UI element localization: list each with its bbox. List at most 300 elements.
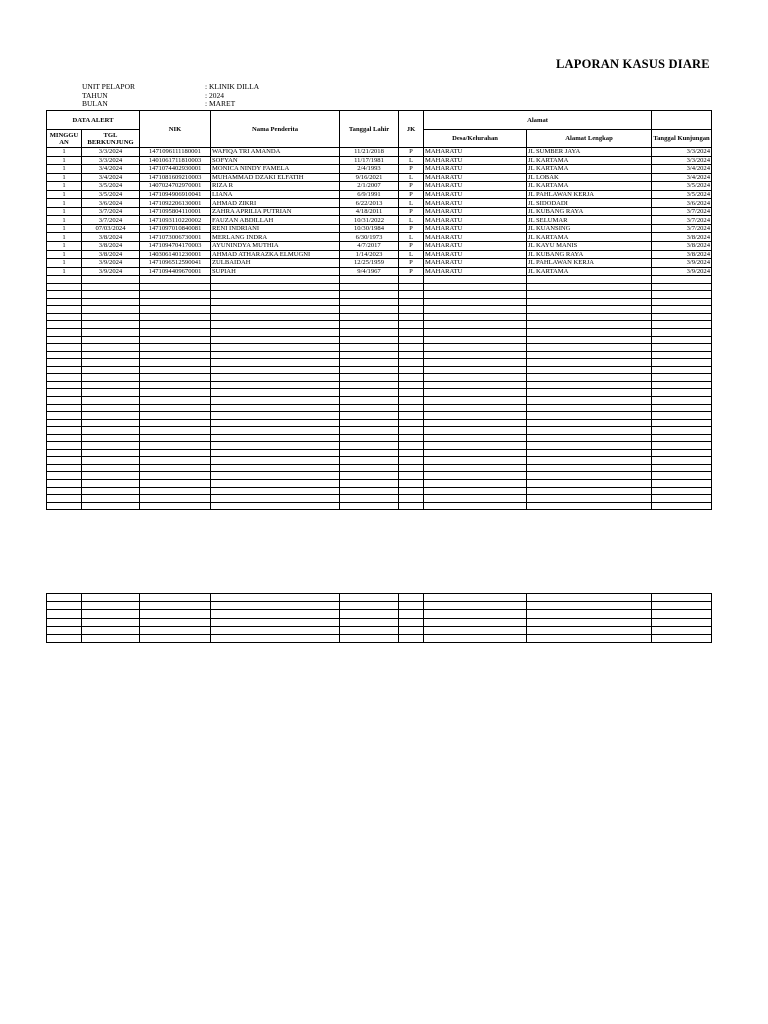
empty-cell <box>527 472 652 480</box>
empty-cell <box>211 298 340 306</box>
table-row <box>47 216 712 225</box>
empty-cell <box>424 306 527 314</box>
cell-tgl-berkunjung: 3/9/2024 <box>82 267 140 276</box>
empty-cell <box>211 449 340 457</box>
empty-cell <box>340 434 399 442</box>
empty-cell <box>82 495 140 503</box>
cell-nik: 1471094704170003 <box>140 242 211 251</box>
cell-alamat-lengkap: JL KARTAMA <box>527 165 652 174</box>
case-rows <box>47 148 712 510</box>
empty-cell <box>652 487 712 495</box>
cell-alamat-lengkap: JL KUBANG RAYA <box>527 207 652 216</box>
empty-cell <box>527 404 652 412</box>
empty-cell <box>652 610 712 618</box>
empty-cell <box>652 449 712 457</box>
cell-tanggal-kunjungan: 3/5/2024 <box>652 182 712 191</box>
cell-nik: 1471073006730001 <box>140 233 211 242</box>
empty-cell <box>340 449 399 457</box>
cell-tgl-berkunjung: 3/8/2024 <box>82 242 140 251</box>
cell-desa: MAHARATU <box>424 190 527 199</box>
cell-desa: MAHARATU <box>424 216 527 225</box>
empty-cell <box>527 329 652 337</box>
empty-cell <box>399 427 424 435</box>
empty-row <box>47 291 712 299</box>
table-row <box>47 224 712 233</box>
empty-cell <box>211 487 340 495</box>
empty-cell <box>47 487 82 495</box>
empty-row <box>47 634 712 642</box>
empty-cell <box>527 389 652 397</box>
cell-jk: L <box>399 173 424 182</box>
header-minggu: MINGGUAN <box>47 130 82 148</box>
empty-cell <box>340 442 399 450</box>
empty-cell <box>47 276 82 284</box>
empty-cell <box>527 479 652 487</box>
table-row <box>47 267 712 276</box>
empty-cell <box>424 626 527 634</box>
empty-cell <box>652 404 712 412</box>
empty-cell <box>399 442 424 450</box>
empty-cell <box>211 412 340 420</box>
empty-cell <box>82 442 140 450</box>
cell-alamat-lengkap: JL SIDODADI <box>527 199 652 208</box>
empty-cell <box>140 276 211 284</box>
cell-minggu: 1 <box>47 242 82 251</box>
table-row <box>47 182 712 191</box>
empty-row <box>47 283 712 291</box>
empty-cell <box>340 396 399 404</box>
empty-cell <box>140 442 211 450</box>
cell-nama: MERLANG INDRA <box>211 233 340 242</box>
case-report-table <box>46 110 712 510</box>
cell-minggu: 1 <box>47 259 82 268</box>
empty-cell <box>424 487 527 495</box>
empty-row <box>47 427 712 435</box>
empty-cell <box>652 329 712 337</box>
cell-nama: LIANA <box>211 190 340 199</box>
cell-desa: MAHARATU <box>424 165 527 174</box>
cell-jk: P <box>399 242 424 251</box>
empty-cell <box>652 298 712 306</box>
empty-cell <box>399 610 424 618</box>
empty-cell <box>82 472 140 480</box>
empty-cell <box>399 626 424 634</box>
empty-cell <box>47 626 82 634</box>
empty-cell <box>399 306 424 314</box>
empty-cell <box>652 502 712 510</box>
empty-row <box>47 412 712 420</box>
empty-cell <box>340 479 399 487</box>
empty-cell <box>47 344 82 352</box>
empty-row <box>47 306 712 314</box>
empty-cell <box>82 321 140 329</box>
empty-cell <box>340 366 399 374</box>
empty-cell <box>399 419 424 427</box>
cell-minggu: 1 <box>47 165 82 174</box>
cell-jk: P <box>399 259 424 268</box>
empty-cell <box>652 412 712 420</box>
cell-jk: P <box>399 267 424 276</box>
empty-cell <box>47 389 82 397</box>
empty-cell <box>140 351 211 359</box>
empty-cell <box>340 594 399 602</box>
empty-cell <box>211 610 340 618</box>
empty-cell <box>47 306 82 314</box>
empty-cell <box>47 502 82 510</box>
empty-cell <box>652 472 712 480</box>
empty-cell <box>527 396 652 404</box>
empty-cell <box>82 457 140 465</box>
empty-row <box>47 359 712 367</box>
empty-cell <box>424 359 527 367</box>
empty-cell <box>82 419 140 427</box>
cell-tanggal-lahir: 11/17/1981 <box>340 156 399 165</box>
empty-cell <box>211 404 340 412</box>
cell-tanggal-kunjungan: 3/7/2024 <box>652 207 712 216</box>
empty-cell <box>140 359 211 367</box>
cell-tgl-berkunjung: 3/4/2024 <box>82 165 140 174</box>
empty-cell <box>424 412 527 420</box>
cell-alamat-lengkap: JL PAHLAWAN KERJA <box>527 259 652 268</box>
empty-cell <box>47 472 82 480</box>
cell-nik: 1471095804110001 <box>140 207 211 216</box>
empty-cell <box>140 479 211 487</box>
cell-alamat-lengkap: JL KARTAMA <box>527 156 652 165</box>
empty-cell <box>399 366 424 374</box>
empty-cell <box>527 442 652 450</box>
empty-cell <box>47 610 82 618</box>
empty-cell <box>211 602 340 610</box>
empty-cell <box>399 321 424 329</box>
empty-cell <box>140 634 211 642</box>
empty-cell <box>140 594 211 602</box>
cell-alamat-lengkap: JL SUMBER JAYA <box>527 148 652 157</box>
cell-nama: SUPIAH <box>211 267 340 276</box>
table-row <box>47 199 712 208</box>
table-row <box>47 250 712 259</box>
cell-tanggal-lahir: 9/16/2021 <box>340 173 399 182</box>
empty-cell <box>424 502 527 510</box>
empty-cell <box>527 634 652 642</box>
empty-cell <box>211 434 340 442</box>
empty-cell <box>82 434 140 442</box>
cell-nama: AYUNINDYA MUTHIA <box>211 242 340 251</box>
cell-minggu: 1 <box>47 156 82 165</box>
empty-cell <box>424 283 527 291</box>
empty-cell <box>211 306 340 314</box>
cell-jk: L <box>399 199 424 208</box>
cell-nik: 1471093110220002 <box>140 216 211 225</box>
empty-cell <box>82 381 140 389</box>
cell-nik: 1403061401230001 <box>140 250 211 259</box>
empty-cell <box>340 457 399 465</box>
empty-cell <box>527 351 652 359</box>
empty-cell <box>340 291 399 299</box>
empty-cell <box>211 396 340 404</box>
header-alamat-lengkap: Alamat Lengkap <box>527 130 652 148</box>
empty-cell <box>47 381 82 389</box>
empty-cell <box>140 283 211 291</box>
empty-cell <box>340 602 399 610</box>
empty-row <box>47 457 712 465</box>
header-tanggal-kunjungan: Tanggal Kunjungan <box>652 130 712 148</box>
empty-cell <box>527 457 652 465</box>
table-row <box>47 242 712 251</box>
empty-cell <box>340 329 399 337</box>
empty-cell <box>527 291 652 299</box>
cell-jk: L <box>399 156 424 165</box>
table-row <box>47 259 712 268</box>
empty-cell <box>652 479 712 487</box>
empty-cell <box>527 626 652 634</box>
empty-cell <box>140 374 211 382</box>
empty-cell <box>140 626 211 634</box>
empty-row <box>47 602 712 610</box>
cell-nik: 1471074402930001 <box>140 165 211 174</box>
empty-cell <box>399 634 424 642</box>
empty-cell <box>652 396 712 404</box>
empty-cell <box>82 427 140 435</box>
empty-cell <box>340 313 399 321</box>
empty-cell <box>140 427 211 435</box>
empty-cell <box>140 381 211 389</box>
empty-row <box>47 610 712 618</box>
empty-row <box>47 321 712 329</box>
empty-row <box>47 495 712 503</box>
empty-cell <box>424 374 527 382</box>
cell-nik: 1471096512590041 <box>140 259 211 268</box>
empty-cell <box>82 306 140 314</box>
empty-cell <box>140 412 211 420</box>
empty-cell <box>211 479 340 487</box>
empty-cell <box>340 502 399 510</box>
cell-nama: SOFYAN <box>211 156 340 165</box>
secondary-blank-table <box>46 593 712 643</box>
cell-nama: ZULBAIDAH <box>211 259 340 268</box>
table-row <box>47 156 712 165</box>
empty-cell <box>399 329 424 337</box>
empty-cell <box>652 495 712 503</box>
empty-cell <box>652 344 712 352</box>
cell-nama: RIZA R <box>211 182 340 191</box>
empty-cell <box>340 472 399 480</box>
empty-cell <box>140 321 211 329</box>
empty-cell <box>424 594 527 602</box>
header-nama-penderita: Nama Penderita <box>211 111 340 148</box>
empty-row <box>47 336 712 344</box>
empty-cell <box>82 594 140 602</box>
empty-cell <box>340 464 399 472</box>
empty-cell <box>399 313 424 321</box>
meta-label: UNIT PELAPOR <box>82 82 135 91</box>
cell-tgl-berkunjung: 3/9/2024 <box>82 259 140 268</box>
empty-cell <box>424 472 527 480</box>
cell-alamat-lengkap: JL KARTAMA <box>527 233 652 242</box>
empty-cell <box>340 389 399 397</box>
cell-tanggal-kunjungan: 3/7/2024 <box>652 216 712 225</box>
empty-cell <box>47 404 82 412</box>
empty-row <box>47 442 712 450</box>
empty-cell <box>399 412 424 420</box>
empty-cell <box>140 366 211 374</box>
cell-tanggal-kunjungan: 3/8/2024 <box>652 242 712 251</box>
empty-cell <box>82 336 140 344</box>
empty-cell <box>399 602 424 610</box>
cell-nama: AHMAD ZIKRI <box>211 199 340 208</box>
empty-row <box>47 351 712 359</box>
empty-cell <box>527 374 652 382</box>
cell-nik: 1407024702970001 <box>140 182 211 191</box>
empty-cell <box>211 634 340 642</box>
empty-cell <box>652 321 712 329</box>
empty-cell <box>652 594 712 602</box>
empty-cell <box>211 366 340 374</box>
cell-nik: 1471094906910041 <box>140 190 211 199</box>
cell-nik: 1471092206130001 <box>140 199 211 208</box>
empty-cell <box>340 427 399 435</box>
empty-cell <box>399 434 424 442</box>
cell-tanggal-kunjungan: 3/8/2024 <box>652 250 712 259</box>
cell-desa: MAHARATU <box>424 250 527 259</box>
empty-cell <box>340 351 399 359</box>
empty-cell <box>399 389 424 397</box>
empty-cell <box>140 464 211 472</box>
cell-alamat-lengkap: JL KUBANG RAYA <box>527 250 652 259</box>
empty-cell <box>652 434 712 442</box>
empty-row <box>47 381 712 389</box>
empty-cell <box>47 313 82 321</box>
empty-row <box>47 472 712 480</box>
cell-nama: WAFIQA TRI AMANDA <box>211 148 340 157</box>
empty-cell <box>82 479 140 487</box>
empty-cell <box>211 389 340 397</box>
cell-nama: AHMAD ATHARAZKA ELMUGNI <box>211 250 340 259</box>
empty-row <box>47 396 712 404</box>
cell-tgl-berkunjung: 3/3/2024 <box>82 148 140 157</box>
cell-tanggal-kunjungan: 3/3/2024 <box>652 148 712 157</box>
empty-cell <box>424 442 527 450</box>
cell-desa: MAHARATU <box>424 173 527 182</box>
empty-cell <box>652 457 712 465</box>
empty-cell <box>424 336 527 344</box>
cell-minggu: 1 <box>47 233 82 242</box>
empty-cell <box>424 276 527 284</box>
meta-value: : 2024 <box>205 90 224 100</box>
cell-tanggal-lahir: 4/7/2017 <box>340 242 399 251</box>
empty-cell <box>82 298 140 306</box>
empty-cell <box>211 291 340 299</box>
empty-cell <box>82 487 140 495</box>
empty-cell <box>399 336 424 344</box>
empty-cell <box>47 366 82 374</box>
empty-cell <box>47 329 82 337</box>
empty-cell <box>140 419 211 427</box>
empty-cell <box>424 366 527 374</box>
cell-tanggal-kunjungan: 3/5/2024 <box>652 190 712 199</box>
empty-cell <box>47 374 82 382</box>
empty-cell <box>47 412 82 420</box>
cell-tanggal-lahir: 11/21/2018 <box>340 148 399 157</box>
empty-cell <box>340 634 399 642</box>
empty-cell <box>340 626 399 634</box>
empty-cell <box>527 344 652 352</box>
empty-cell <box>424 298 527 306</box>
empty-cell <box>652 276 712 284</box>
cell-desa: MAHARATU <box>424 156 527 165</box>
empty-cell <box>340 344 399 352</box>
empty-cell <box>82 396 140 404</box>
empty-cell <box>47 602 82 610</box>
empty-cell <box>47 336 82 344</box>
cell-tgl-berkunjung: 3/7/2024 <box>82 207 140 216</box>
empty-row <box>47 313 712 321</box>
cell-minggu: 1 <box>47 224 82 233</box>
empty-cell <box>652 464 712 472</box>
empty-cell <box>424 351 527 359</box>
empty-cell <box>211 313 340 321</box>
empty-cell <box>399 374 424 382</box>
empty-cell <box>211 472 340 480</box>
empty-cell <box>211 457 340 465</box>
empty-cell <box>424 602 527 610</box>
empty-cell <box>82 359 140 367</box>
cell-nama: MUHAMMAD DZAKI ELFATIH <box>211 173 340 182</box>
cell-tanggal-kunjungan: 3/6/2024 <box>652 199 712 208</box>
cell-nama: FAUZAN ABDILLAH <box>211 216 340 225</box>
cell-tanggal-lahir: 6/30/1973 <box>340 233 399 242</box>
empty-cell <box>211 427 340 435</box>
cell-tanggal-lahir: 9/4/1967 <box>340 267 399 276</box>
empty-cell <box>340 276 399 284</box>
empty-cell <box>47 359 82 367</box>
empty-cell <box>211 618 340 626</box>
empty-cell <box>399 594 424 602</box>
cell-tanggal-kunjungan: 3/7/2024 <box>652 224 712 233</box>
cell-tanggal-kunjungan: 3/3/2024 <box>652 156 712 165</box>
meta-label: BULAN <box>82 99 108 109</box>
empty-cell <box>211 276 340 284</box>
cell-tanggal-lahir: 10/31/2022 <box>340 216 399 225</box>
header-data-alert: DATA ALERT <box>47 111 140 130</box>
empty-cell <box>424 404 527 412</box>
header-jk: JK <box>399 111 424 148</box>
empty-cell <box>652 602 712 610</box>
cell-desa: MAHARATU <box>424 242 527 251</box>
empty-cell <box>340 283 399 291</box>
report-title: LAPORAN KASUS DIARE <box>556 57 710 71</box>
secondary-rows <box>47 594 712 643</box>
empty-cell <box>340 321 399 329</box>
empty-cell <box>211 374 340 382</box>
empty-row <box>47 374 712 382</box>
empty-cell <box>652 389 712 397</box>
empty-cell <box>527 276 652 284</box>
empty-cell <box>47 449 82 457</box>
empty-cell <box>140 487 211 495</box>
cell-jk: L <box>399 250 424 259</box>
empty-cell <box>82 404 140 412</box>
cell-minggu: 1 <box>47 190 82 199</box>
empty-cell <box>652 427 712 435</box>
empty-row <box>47 434 712 442</box>
empty-cell <box>527 381 652 389</box>
empty-cell <box>424 389 527 397</box>
empty-cell <box>47 495 82 503</box>
empty-cell <box>424 464 527 472</box>
table-row <box>47 190 712 199</box>
empty-cell <box>82 449 140 457</box>
cell-minggu: 1 <box>47 199 82 208</box>
